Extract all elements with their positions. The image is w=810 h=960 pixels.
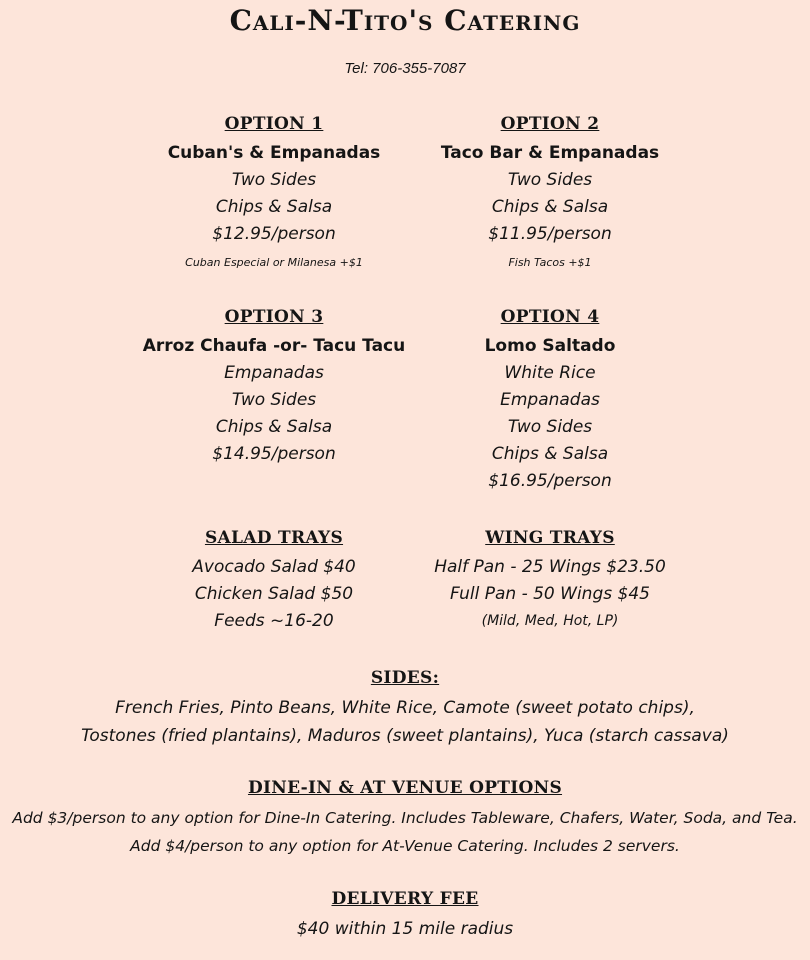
wing-flavors: (Mild, Med, Hot, LP) [481, 613, 619, 629]
delivery-fee: $40 within 15 mile radius [296, 919, 514, 939]
salad-tray-serving: Feeds ~16-20 [214, 611, 334, 631]
option-2-line: Two Sides [507, 170, 593, 190]
wing-tray-line: Full Pan - 50 Wings $45 [450, 584, 650, 604]
option-4-heading: OPTION 4 [500, 307, 600, 327]
option-4-block [370, 306, 730, 495]
salad-tray-line: Avocado Salad $40 [192, 557, 356, 577]
dine-in-line: Add $3/person to any option for Dine-In Catering. Includes Tableware, Chafers, Water, Soda, and Tea. [12, 809, 798, 827]
option-3-line: Two Sides [231, 390, 317, 410]
dine-in-heading: DINE-IN & AT VENUE OPTIONS [247, 778, 563, 798]
option-2-note: Fish Tacos +$1 [508, 256, 592, 269]
option-1-price: $12.95/person [212, 224, 336, 244]
option-2-price: $11.95/person [488, 224, 612, 244]
delivery-heading: DELIVERY FEE [331, 889, 479, 909]
option-3-name: Arroz Chaufa -or- Tacu Tacu [142, 336, 406, 356]
phone-number: Tel: 706-355-7087 [344, 60, 466, 77]
option-4-name: Lomo Saltado [484, 336, 616, 356]
sides-line: French Fries, Pinto Beans, White Rice, Camote (sweet potato chips), [115, 698, 695, 718]
option-4-line: Two Sides [507, 417, 593, 437]
option-1-line: Two Sides [231, 170, 317, 190]
option-3-line: Empanadas [224, 363, 324, 383]
wing-tray-line: Half Pan - 25 Wings $23.50 [434, 557, 666, 577]
option-4-line: White Rice [504, 363, 596, 383]
option-2-name: Taco Bar & Empanadas [440, 143, 660, 163]
wing-trays-block [370, 527, 730, 635]
option-4-price: $16.95/person [488, 471, 612, 491]
delivery-block [0, 888, 810, 943]
option-2-block [370, 113, 730, 277]
option-1-name: Cuban's & Empanadas [167, 143, 381, 163]
option-4-line: Empanadas [500, 390, 600, 410]
option-3-heading: OPTION 3 [224, 307, 324, 327]
option-4-line: Chips & Salsa [491, 444, 609, 464]
salad-tray-line: Chicken Salad $50 [194, 584, 354, 604]
option-1-note: Cuban Especial or Milanesa +$1 [185, 256, 363, 269]
option-3-price: $14.95/person [212, 444, 336, 464]
at-venue-line: Add $4/person to any option for At-Venue Catering. Includes 2 servers. [130, 837, 680, 855]
dine-in-block [0, 777, 810, 860]
option-2-heading: OPTION 2 [500, 114, 600, 134]
option-1-line: Chips & Salsa [215, 197, 333, 217]
option-1-heading: OPTION 1 [224, 114, 324, 134]
page-title: Cali-N-Tito's Catering [229, 4, 581, 37]
sides-line: Tostones (fried plantains), Maduros (sweet plantains), Yuca (starch cassava) [81, 726, 729, 746]
option-3-line: Chips & Salsa [215, 417, 333, 437]
salad-trays-heading: SALAD TRAYS [204, 528, 344, 548]
sides-heading: SIDES: [370, 668, 440, 688]
option-2-line: Chips & Salsa [491, 197, 609, 217]
sides-block [0, 667, 810, 750]
wing-trays-heading: WING TRAYS [485, 528, 615, 548]
